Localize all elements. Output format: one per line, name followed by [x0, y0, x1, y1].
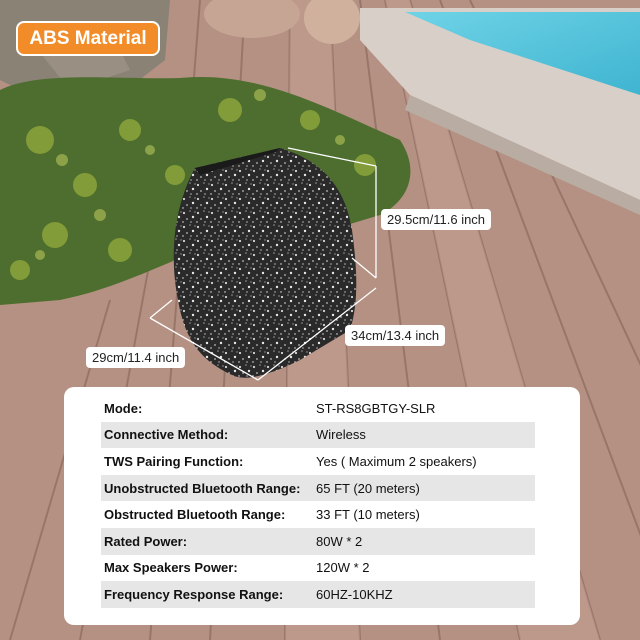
spec-row-connective-method — [101, 422, 535, 449]
spec-row-mode — [101, 395, 535, 422]
spec-value: 65 FT (20 meters) — [316, 480, 420, 496]
spec-row-tws-pairing — [101, 448, 535, 475]
spec-value: 80W * 2 — [316, 533, 363, 549]
spec-label: Connective Method: — [104, 427, 229, 443]
spec-table — [64, 387, 580, 625]
spec-label: Max Speakers Power: — [104, 560, 238, 576]
spec-label: Obstructed Bluetooth Range: — [104, 507, 286, 523]
depth-dimension-label: 29cm/11.4 inch — [86, 347, 185, 368]
height-dimension-label: 29.5cm/11.6 inch — [381, 209, 491, 230]
spec-value: Wireless — [316, 427, 366, 443]
spec-label: Unobstructed Bluetooth Range: — [104, 480, 301, 496]
spec-value: Yes ( Maximum 2 speakers) — [316, 453, 477, 469]
spec-value: 120W * 2 — [316, 560, 370, 576]
spec-value: ST-RS8GBTGY-SLR — [316, 400, 436, 416]
width-dimension-label: 34cm/13.4 inch — [345, 325, 445, 346]
spec-label: Mode: — [104, 400, 143, 416]
spec-row-obstructed-range — [101, 501, 535, 528]
spec-value: 33 FT (10 meters) — [316, 507, 420, 523]
spec-row-frequency-response — [101, 581, 535, 608]
spec-value: 60HZ-10KHZ — [316, 586, 393, 602]
spec-label: TWS Pairing Function: — [104, 453, 244, 469]
spec-row-unobstructed-range — [101, 475, 535, 502]
material-badge: ABS Material — [16, 21, 160, 56]
spec-row-max-power — [101, 555, 535, 582]
spec-label: Rated Power: — [104, 533, 188, 549]
spec-label: Frequency Response Range: — [104, 586, 284, 602]
spec-row-rated-power — [101, 528, 535, 555]
